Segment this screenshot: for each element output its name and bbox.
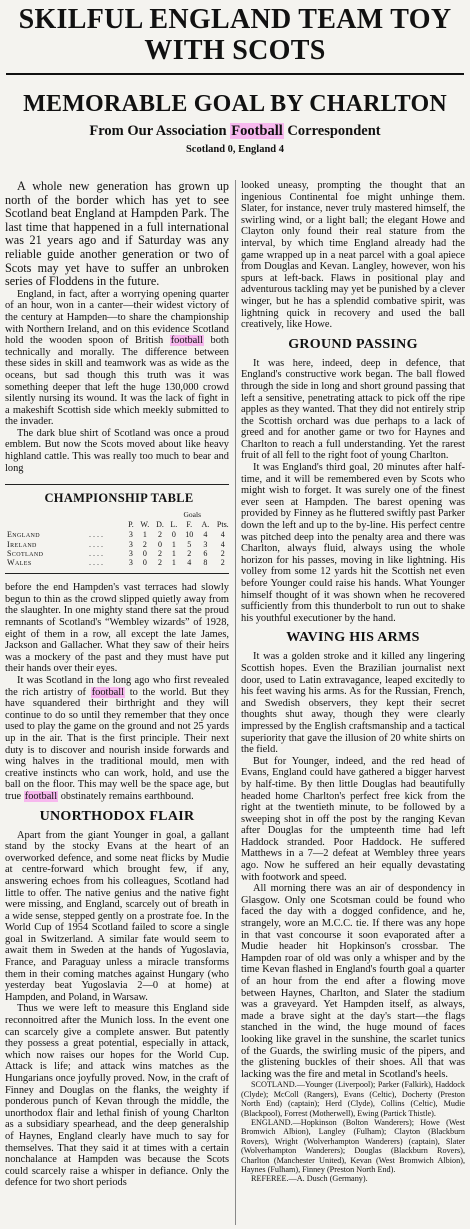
col-header: P.	[128, 520, 134, 530]
headline-rule	[6, 73, 464, 75]
headline	[8, 0, 462, 66]
standings-table	[5, 519, 229, 567]
col-header: A.	[201, 520, 210, 530]
col-header: Pts.	[216, 520, 229, 530]
cell: 2	[220, 558, 225, 568]
paragraph: It was England's third goal, 20 minutes after half-time, and it will be remembered even by Scots who might wish to forget. It was surely one of the finest ever seen at Hampden. The barest opening was provided by Finney as he fluttered swiftly past Parker down the left and up to the by-line. His perfect centre was pitched deep into the penalty area and there was Charlton, always fluid, always using the whole horizon for his passes, moving in like lightning. His volley from some 12 yards hit the Scottish net even before Younger could raise his hands. What Younger himself thought of it was shown when he recovered sufficiently from this thunderbolt to run out to shake his youthful executioner by the hand.	[241, 462, 465, 624]
article-columns	[5, 180, 465, 1225]
leader-dots: . . . .	[89, 530, 103, 540]
score-line: Scotland 0, England 4	[185, 144, 285, 155]
paragraph: It was here, indeed, deep in defence, that England's constructive work began. The ball flowed through the side in long and short ground passing that left a sensitive, penetrating attack to pick off the ripe apples as they wanted. That they did not entirely strip the Scottish orchard was due perhaps to a lack of greed and for another game or two for Haynes and Charlton to reach a full understanding. Yet the rarest fruit of all fell to the right foot of young Charlton.	[241, 357, 465, 462]
paragraph	[5, 289, 229, 428]
highlight-football: football	[170, 335, 204, 347]
cell: 0	[142, 558, 147, 568]
cell: 3	[128, 539, 133, 549]
cell: 4	[220, 530, 225, 540]
cell: 3	[128, 530, 133, 540]
text-run: It was Scotland in the long ago who first revealed the rich artistry of	[5, 675, 229, 698]
cell: 2	[220, 548, 225, 558]
cell: 5	[187, 539, 192, 549]
paragraph: All morning there was an air of despondency in Glasgow. Only one Scotsman could be found who faced the day with a dogged confidence, and he, strangely, wore an M.C.C. tie. If there was any hope in that vast concourse it soon evaporated after a Mudie header hit Hopkinson's crossbar. The Hampden roar of old was only a whisper and by the time Kevan flashed in England's fourth goal a quarter of an hour from the end after a flowing move between Haynes, Charlton, and Slater the stadium was a graveyard. Yet Hampden itself, as always, made a brave sight at the day's start—the flags stanched in the wind, the huge mound of faces looking like gravel in the sunshine, the scarlet tunics of the Guards, the swirling music of the pipers, and the glistening buckles of their shoes. All that was lacking was the fire and metal in Scotland's heels.	[241, 883, 465, 1080]
text-run: to the world. But they have squandered their birthright and they will continue to do so until they remember that they once used to play the game on the ground and not 25 yards up in the air. That is the first principle. Their next duty is to discover and nourish inside forwards and wing halves in the traditional mould, men with creative instincts who can work, hold, and use the ball on the floor. This may well be the space age, but true	[5, 686, 229, 802]
table-row	[5, 558, 229, 567]
section-heading: UNORTHODOX FLAIR	[39, 808, 195, 824]
cell: 1	[142, 530, 147, 540]
cell: 1	[171, 558, 176, 568]
cell: 3	[128, 548, 133, 558]
goals-label: Goals	[183, 510, 201, 520]
text-run: obstinately remains earthbound.	[58, 790, 194, 802]
highlight-football: football	[91, 686, 125, 698]
section-heading: WAVING HIS ARMS	[286, 630, 420, 646]
col-header: W.	[140, 520, 150, 530]
table-title: CHAMPIONSHIP TABLE	[44, 491, 194, 506]
team-name: Ireland	[7, 539, 37, 549]
right-column	[241, 180, 465, 1225]
subheadline: MEMORABLE GOAL BY CHARLTON	[23, 91, 447, 117]
column-divider	[235, 180, 236, 1225]
text-run: both technically and morally. The difference between these sides in skill and teamwork was as wide as the oceans, but sad though this truth was it was something deeper that left the huge 130,000 crowd silently nursing its wound. It was the lack of fight in a makeshift Scottish side which meekly submitted to the invader.	[5, 335, 229, 428]
team-name: Scotland	[7, 548, 44, 558]
paragraph: Apart from the giant Younger in goal, a gallant stand by the stocky Evans at the heart of an overworked defence, and some neat flicks by Mudie at centre-forward which brought few, if any, answering echoes from his colleagues, Scotland had little to offer. The native genius and the native fight were missing, and England, scarcely out of breath in a wide sense, stepped gently on a prostrate foe. In the World Cup of 1954 Scotland failed to score a single goal in Switzerland. A similar fate would seem to await them in Sweden at the hands of Yugoslavia, France, and Paraguay unless a miracle transforms them in their coming matches against Hungary (who yesterday beat Yugoslavia 2—0 at home) at Hampden, and Poland, in Warsaw.	[5, 829, 229, 1003]
cell: 10	[185, 530, 194, 540]
leader-dots: . . . .	[89, 558, 103, 568]
byline-prefix: From Our Association	[89, 123, 231, 139]
section-heading: GROUND PASSING	[288, 336, 418, 352]
team-line-scotland: SCOTLAND.—Younger (Liverpool); Parker (Falkirk), Haddock (Clyde); McColl (Rangers), Evans (Celtic), Docherty (Preston North End) (captain); Herd (Clyde), Collins (Celtic), Mudie (Blackpool), Forrest (Motherwell), Ewing (Partick Thistle).	[241, 1080, 465, 1118]
table-header-row	[5, 519, 229, 530]
cell: 1	[171, 539, 176, 549]
paragraph: looked uneasy, prompting the thought that an ingenious Continental foe might unhinge them. Slater, for instance, never truly mastered himself, the swirling wind, or a light ball; the elegant Howe and Clayton only found their real stature from the interval, by which time England already had the game wrapped up in a neat parcel with a goal apiece from Douglas and Kevan. Langley, however, won his spurs at left-back. Flaws in positional play and adventurous tackling may yet be punished by a clever winger, but he has a splendid combative spirit, was lightning quick in recovery and used the ball creatively, like Howe.	[241, 180, 465, 331]
cell: 2	[158, 558, 163, 568]
paragraph: Thus we were left to measure this England side reconnoitred after the Munich loss. In the event one can scarcely give a complete answer. But patently they possess a great potential, especially in attack, which now raises our hopes for the World Cup. Attack is life; and attack wins matches as the Hungarians once joyfully proved. Now, in the craft of Finney and Douglas on the flanks, the weighty if ponderous punch of Kevan through the middle, the unorthodox flair and lethal finish of young Charlton as a subsidiary spearhead, and the deep generalship of Haynes, England clearly have much to say for themselves. That they said it at times with a certain nonchalance at Hampden was because the Scots could scarcely raise a whisper in defiance. Only the defence for two short periods	[5, 1003, 229, 1189]
paragraph: before the end Hampden's vast terraces had slowly begun to thin as the crowd slipped quietly away from the slaughter. In one mighty stand there sat the proud remnants of Scotland's “Wembley wizards” of 1928, eight of them in a row, all except the late James, Jackson and Gallacher. What they saw of their heirs was a mockery of the past and they must have put their hands over their eyes.	[5, 582, 229, 675]
cell: 2	[158, 548, 163, 558]
paragraph	[5, 675, 229, 803]
highlight-football: football	[24, 790, 58, 802]
byline	[0, 121, 470, 141]
paragraph: It was a golden stroke and it killed any lingering Scottish hopes. Even the Brazilian journalist next door, used to Latin extravagance, leaped excitedly to his feet waving his arms. As for the Russian, French, and Swedish observers, they kept their secret thoughts shut away, though they were clearly impressed by the English craftsmanship and a tactical superiority that gave the illusion of 20 white shirts on the field.	[241, 651, 465, 756]
lead-paragraph: A whole new generation has grown up north of the border which has yet to see Scotland beat England at Hampden Park. The last time that happened in a full international was 21 years ago and if Saturday was any reliable guide another generation or two of Scots may yet have to suffer an unbroken series of Floddens in the future.	[5, 180, 229, 289]
paragraph: But for Younger, indeed, and the red head of Evans, England could have gathered a bigger harvest by half-time. By then little Douglas had beautifully headed home Charlton's perfect free kick from the right at the twentieth minute, to be followed by a sweeping shot in off the post by the ranging Kevan after Douglas for the umpteenth time had left Haddock stranded. Poor Haddock. He suffered Matthews in a 7—2 defeat at Wembley three years ago. Now he suffered an heir equally devastating with footwork and speed.	[241, 755, 465, 883]
headline-line-1: SKILFUL ENGLAND TEAM TOY	[18, 4, 452, 35]
col-header: L.	[170, 520, 178, 530]
cell: 2	[158, 530, 163, 540]
col-header: D.	[156, 520, 164, 530]
team-name: Wales	[7, 558, 32, 568]
headline-line-2: WITH SCOTS	[144, 35, 326, 66]
text-run: England, in fact, after a worrying opening quarter of an hour, won in a canter—their widest victory of the century at Hampden—to share the championship with Northern Ireland, and on this evidence Scotland hold the wooden spoon of British	[5, 288, 229, 347]
cell: 0	[158, 539, 163, 549]
byline-highlight: Football	[231, 123, 283, 139]
cell: 2	[142, 539, 147, 549]
table-row	[5, 540, 229, 549]
cell: 0	[142, 548, 147, 558]
cell: 2	[187, 548, 192, 558]
team-line-england: ENGLAND.—Hopkinson (Bolton Wanderers); Howe (West Bromwich Albion), Langley (Fulham); Clayton (Blackburn Rovers), Wright (Wolverhampton Wanderers) (captain), Slater (Wolverhampton Wanderers); Douglas (Blackburn Rovers), Charlton (Manchester United), Kevan (West Bromwich Albion), Haynes (Fulham), Finney (Preston North End).	[241, 1117, 465, 1174]
leader-dots: . . . .	[89, 539, 103, 549]
cell: 8	[203, 558, 208, 568]
cell: 1	[171, 548, 176, 558]
table-row	[5, 549, 229, 558]
cell: 6	[203, 548, 208, 558]
cell: 4	[203, 530, 208, 540]
cell: 3	[203, 539, 208, 549]
col-header: F.	[186, 520, 193, 530]
table-row	[5, 530, 229, 539]
cell: 0	[171, 530, 176, 540]
paragraph: The dark blue shirt of Scotland was once a proud emblem. But now the Scots moved about like heavy highland cattle. This was really too much to bear and long	[5, 427, 229, 474]
cell: 4	[187, 558, 192, 568]
championship-table	[5, 484, 229, 574]
leader-dots: . . . .	[89, 548, 103, 558]
team-name: England	[7, 530, 41, 540]
referee-line: REFEREE.—A. Dusch (Germany).	[251, 1174, 368, 1184]
cell: 4	[220, 539, 225, 549]
left-column	[5, 180, 229, 1225]
cell: 3	[128, 558, 133, 568]
byline-suffix: Correspondent	[283, 123, 381, 139]
